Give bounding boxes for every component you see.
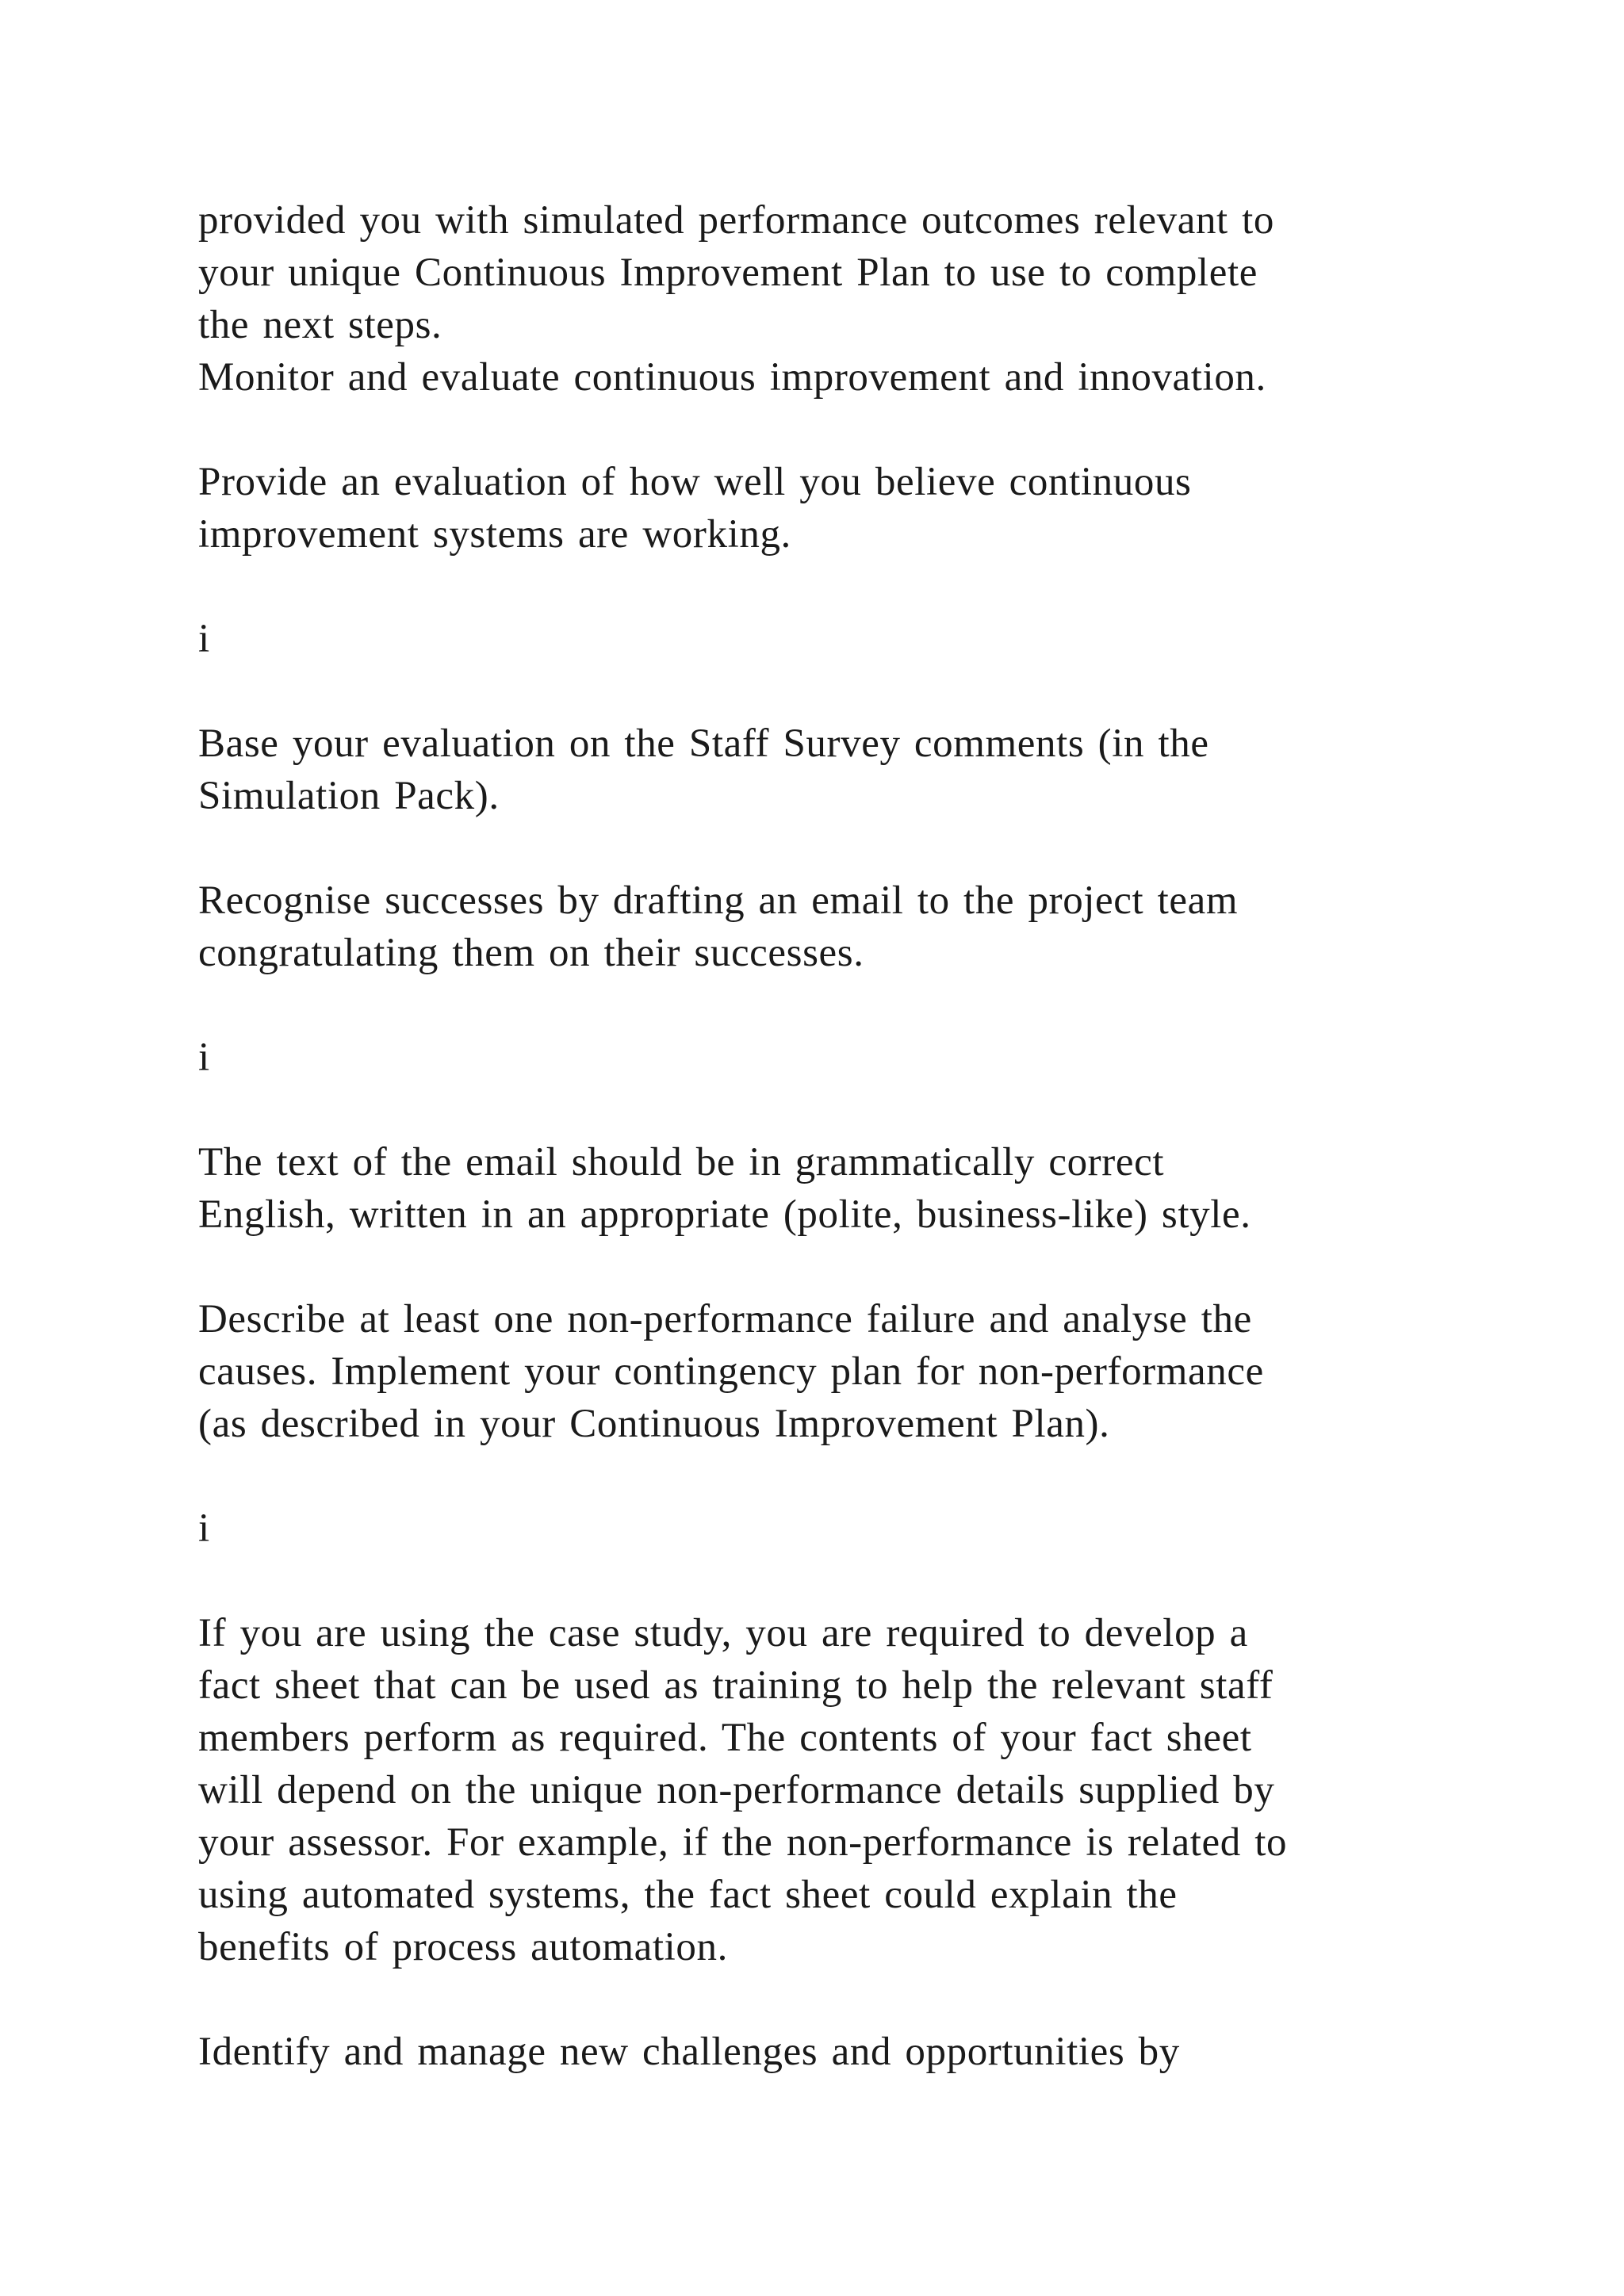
blank-line — [198, 1555, 1507, 1607]
text-line: i — [198, 617, 210, 661]
text-line: (as described in your Continuous Improvement Plan). — [198, 1402, 1110, 1446]
blank-line — [198, 1084, 1507, 1136]
text-line: Simulation Pack). — [198, 774, 500, 818]
blank-line — [198, 1973, 1507, 2026]
blank-line — [198, 979, 1507, 1031]
blank-line — [198, 822, 1507, 874]
text-line: Describe at least one non-performance failure and analyse the — [198, 1297, 1252, 1341]
blank-line — [198, 561, 1507, 613]
text-line: causes. Implement your contingency plan for non-performance — [198, 1349, 1264, 1394]
text-line: provided you with simulated performance outcomes relevant to — [198, 198, 1275, 243]
text-line: the next steps. — [198, 303, 442, 347]
blank-line — [198, 1450, 1507, 1502]
text-line: using automated systems, the fact sheet could explain the — [198, 1873, 1178, 1917]
text-line: The text of the email should be in grammatically correct — [198, 1140, 1165, 1184]
text-line: i — [198, 1035, 210, 1080]
text-line: Identify and manage new challenges and opportunities by — [198, 2030, 1180, 2074]
text-line: If you are using the case study, you are required to develop a — [198, 1611, 1248, 1655]
text-line: improvement systems are working. — [198, 512, 791, 557]
text-line: Recognise successes by drafting an email to the project team — [198, 878, 1239, 923]
text-line: your unique Continuous Improvement Plan to use to complete — [198, 251, 1258, 295]
blank-line — [198, 1241, 1507, 1293]
text-line: Provide an evaluation of how well you believe continuous — [198, 460, 1192, 504]
blank-line — [198, 404, 1507, 456]
text-line: members perform as required. The contents of your fact sheet — [198, 1716, 1252, 1760]
text-line: benefits of process automation. — [198, 1925, 728, 1969]
text-line: i — [198, 1506, 210, 1551]
text-line: English, written in an appropriate (polite, business-like) style. — [198, 1192, 1251, 1237]
text-line: Monitor and evaluate continuous improvement and innovation. — [198, 355, 1266, 400]
text-line: your assessor. For example, if the non-performance is related to — [198, 1820, 1288, 1865]
text-line: Base your evaluation on the Staff Survey comments (in the — [198, 721, 1209, 766]
text-line: fact sheet that can be used as training to help the relevant staff — [198, 1663, 1274, 1708]
blank-line — [198, 665, 1507, 718]
text-line: congratulating them on their successes. — [198, 931, 864, 975]
text-line: will depend on the unique non-performance details supplied by — [198, 1768, 1275, 1812]
document-body — [198, 194, 1507, 2078]
